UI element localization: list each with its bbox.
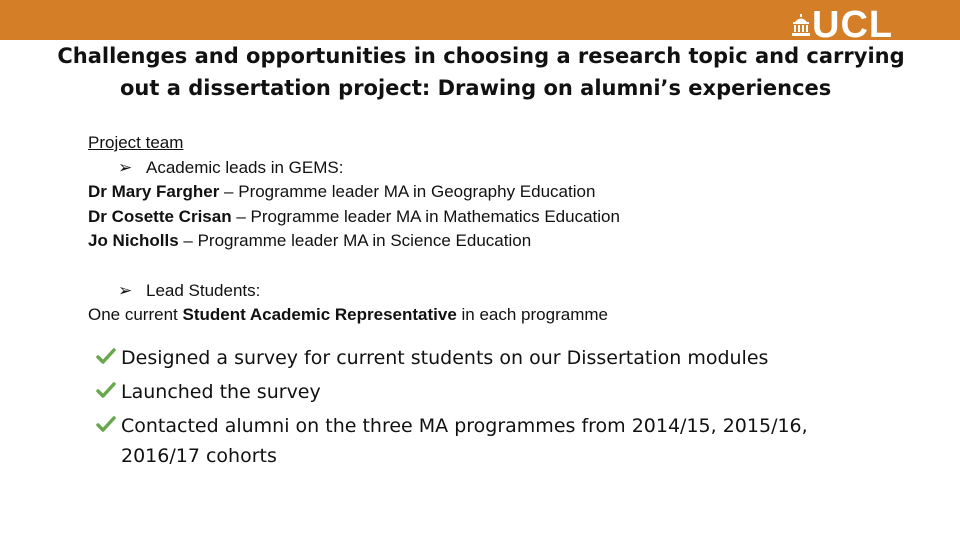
lead-students-label: Lead Students: xyxy=(146,280,261,300)
ucl-logo xyxy=(792,4,894,46)
academic-leads-label: Academic leads in GEMS: xyxy=(146,157,344,177)
member-name: Dr Cosette Crisan xyxy=(88,206,232,226)
project-team-heading: Project team xyxy=(88,133,184,152)
check-icon xyxy=(96,416,116,432)
list-item-text: Contacted alumni on the three MA programmes from 2014/15, 2015/16, 2016/17 cohorts xyxy=(121,415,808,467)
logo-text: UCL xyxy=(812,4,894,46)
students-suffix: in each programme xyxy=(456,305,608,324)
team-member-row xyxy=(88,180,620,205)
students-role: Student Academic Representative xyxy=(182,305,457,324)
check-icon xyxy=(96,382,116,398)
team-member-row xyxy=(88,229,620,254)
member-role: – Programme leader MA in Mathematics Education xyxy=(231,206,620,226)
member-name: Jo Nicholls xyxy=(88,231,179,250)
spacer xyxy=(88,254,620,279)
check-icon xyxy=(96,348,116,364)
team-member-row xyxy=(88,205,620,230)
page-title xyxy=(56,40,906,104)
arrow-bullet-icon: ➢ xyxy=(118,157,133,177)
portico-icon xyxy=(792,14,810,36)
students-line xyxy=(88,303,620,328)
academic-leads-row xyxy=(88,156,620,181)
list-item xyxy=(96,377,856,407)
arrow-bullet-icon: ➢ xyxy=(118,280,133,300)
list-item xyxy=(96,343,856,373)
list-item-text: Designed a survey for current students on our Dissertation modules xyxy=(121,347,769,369)
member-role: – Programme leader MA in Science Education xyxy=(178,231,532,250)
students-prefix: One current xyxy=(88,305,183,324)
lead-students-row xyxy=(88,279,620,304)
member-name: Dr Mary Fargher xyxy=(88,182,220,201)
member-role: – Programme leader MA in Geography Education xyxy=(219,182,596,201)
project-team-block xyxy=(88,131,620,328)
title-line-2: out a dissertation project: Drawing on alumni’s experiences xyxy=(120,76,832,100)
achievements-list xyxy=(96,343,856,475)
list-item xyxy=(96,411,856,471)
title-line-1: Challenges and opportunities in choosing a research topic and carrying xyxy=(57,44,905,68)
list-item-text: Launched the survey xyxy=(121,381,321,403)
